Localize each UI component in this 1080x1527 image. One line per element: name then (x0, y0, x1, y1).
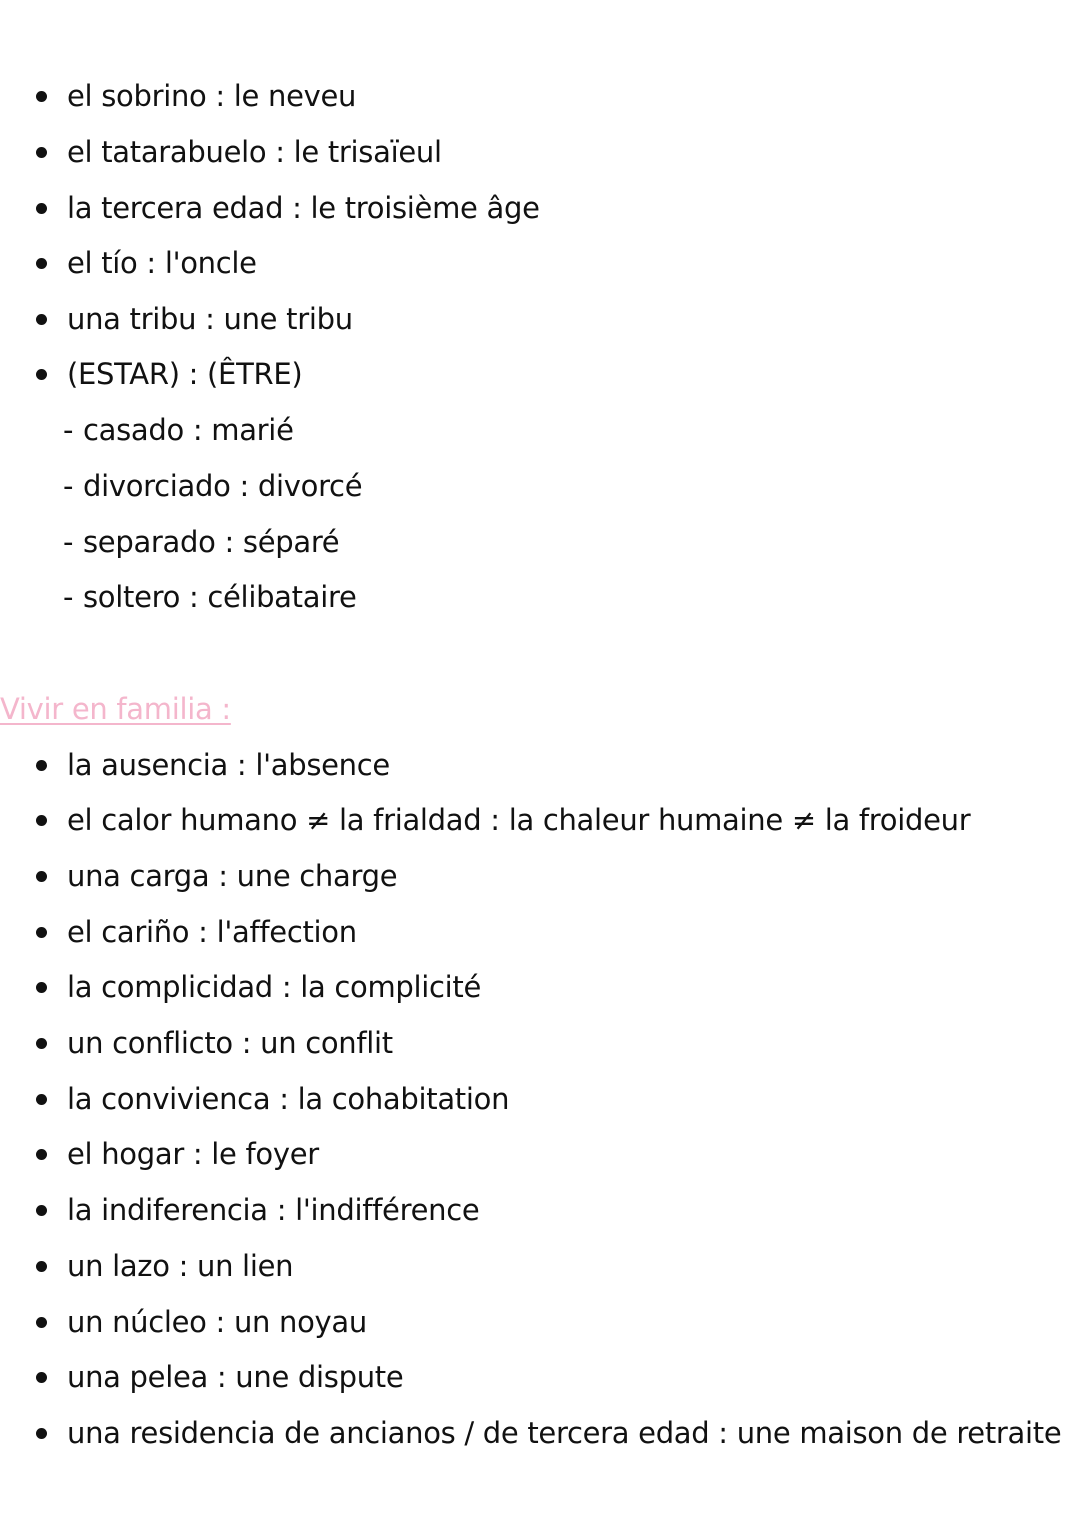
spanish-term: (ESTAR) (67, 357, 180, 391)
french-term: un noyau (233, 1305, 367, 1339)
bullet-dot-icon (36, 1372, 47, 1383)
french-term: une charge (236, 859, 398, 893)
dash-marker: - (63, 413, 74, 447)
french-term: le troisième âge (310, 191, 540, 225)
french-term: la complicité (300, 970, 482, 1004)
bullet-dot-icon (36, 147, 47, 158)
spanish-term: la indiferencia (67, 1193, 268, 1227)
spanish-term: divorciado (83, 469, 231, 503)
french-term: (ÊTRE) (207, 357, 303, 391)
bullet-dot-icon (36, 1149, 47, 1160)
spanish-term: el calor humano ≠ la frialdad (67, 803, 482, 837)
spanish-term: una carga (67, 859, 210, 893)
spanish-term: separado (83, 525, 216, 559)
french-term: un lien (196, 1249, 294, 1283)
french-term: la chaleur humaine ≠ la froideur (508, 803, 971, 837)
bullet-dot-icon (36, 1261, 47, 1272)
spanish-term: una tribu (67, 302, 197, 336)
spanish-term: el sobrino (67, 79, 207, 113)
french-term: l'indifférence (295, 1193, 480, 1227)
spanish-term: el tatarabuelo (67, 135, 267, 169)
spanish-term: casado (83, 413, 184, 447)
bullet-dot-icon (36, 1205, 47, 1216)
bullet-dot-icon (36, 258, 47, 269)
french-term: une maison de retraite (736, 1416, 1062, 1450)
spanish-term: el tío (67, 246, 138, 280)
french-term: une dispute (235, 1360, 404, 1394)
bullet-dot-icon (36, 1038, 47, 1049)
bullet-dot-icon (36, 1317, 47, 1328)
spanish-term: la convivienca (67, 1082, 271, 1116)
spanish-term: un núcleo (67, 1305, 207, 1339)
bullet-dot-icon (36, 815, 47, 826)
french-term: la cohabitation (297, 1082, 510, 1116)
bullet-dot-icon (36, 871, 47, 882)
french-term: l'absence (255, 748, 390, 782)
french-term: marié (211, 413, 294, 447)
bullet-dot-icon (36, 1428, 47, 1439)
spanish-term: la complicidad (67, 970, 273, 1004)
bullet-dot-icon (36, 927, 47, 938)
bullet-dot-icon (36, 760, 47, 771)
spanish-term: el hogar (67, 1137, 184, 1171)
french-term: le trisaïeul (293, 135, 442, 169)
french-term: célibataire (207, 580, 357, 614)
bullet-dot-icon (36, 203, 47, 214)
spanish-term: una residencia de ancianos / de tercera edad (67, 1416, 710, 1450)
french-term: le foyer (211, 1137, 319, 1171)
french-term: une tribu (223, 302, 353, 336)
dash-marker: - (63, 469, 74, 503)
bullet-dot-icon (36, 314, 47, 325)
spanish-term: un lazo (67, 1249, 170, 1283)
spanish-term: soltero (83, 580, 181, 614)
bullet-dot-icon (36, 369, 47, 380)
french-term: séparé (242, 525, 340, 559)
spanish-term: el cariño (67, 915, 190, 949)
french-term: divorcé (257, 469, 363, 503)
dash-marker: - (63, 580, 74, 614)
french-term: l'affection (216, 915, 357, 949)
spanish-term: una pelea (67, 1360, 208, 1394)
french-term: l'oncle (164, 246, 257, 280)
spanish-term: la tercera edad (67, 191, 284, 225)
dash-marker: - (63, 525, 74, 559)
spanish-term: un conflicto (67, 1026, 233, 1060)
bullet-dot-icon (36, 1094, 47, 1105)
french-term: le neveu (233, 79, 357, 113)
section-heading: Vivir en familia : (0, 692, 231, 726)
french-term: un conflit (260, 1026, 393, 1060)
bullet-dot-icon (36, 91, 47, 102)
bullet-dot-icon (36, 982, 47, 993)
spanish-term: la ausencia (67, 748, 229, 782)
